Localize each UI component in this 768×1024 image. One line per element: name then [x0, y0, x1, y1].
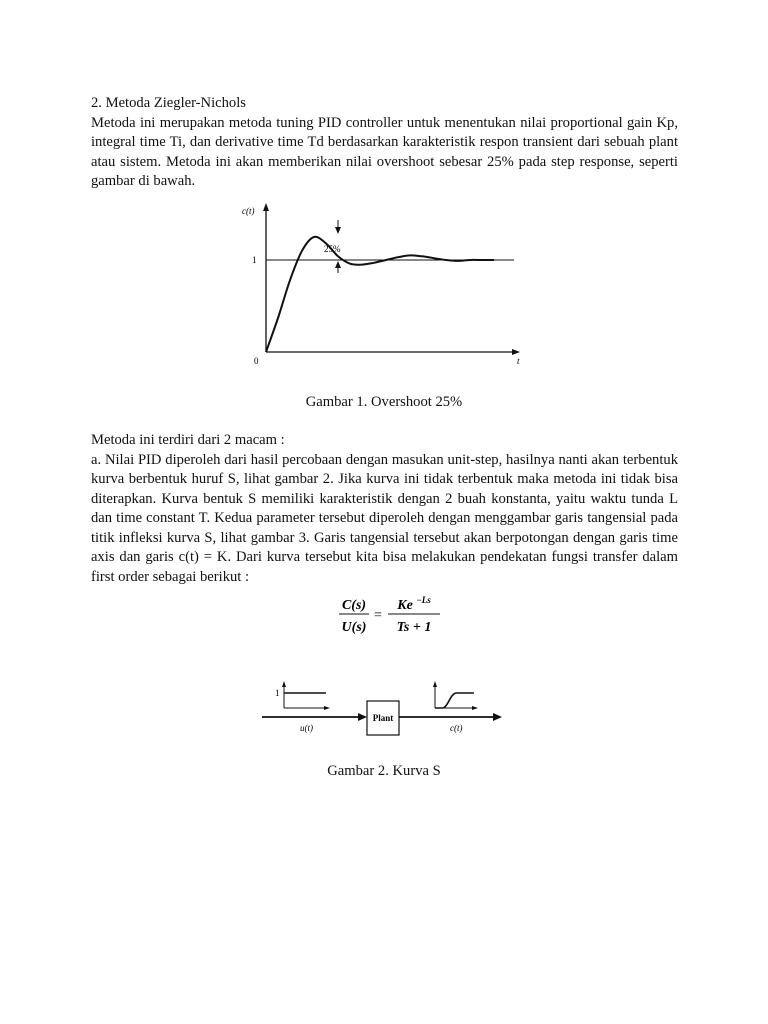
equation-lhs-denominator: U(s): [341, 620, 367, 635]
transfer-function-equation: [330, 592, 450, 644]
section-heading: 2. Metoda Ziegler-Nichols: [91, 95, 246, 111]
output-label: c(t): [450, 723, 463, 733]
overshoot-chart: [230, 200, 530, 375]
step-response-curve: [266, 237, 494, 352]
method-item-a: a. Nilai PID diperoleh dari hasil percobaan dengan masukan unit-step, hasilnya nanti akan terbentuk kurva berbentuk huruf S, lihat gambar 2. Jika kurva ini tidak terbentuk maka metoda ini tidak bisa diterapkan. Kurva bentuk S memiliki karakteristik dengan 2 buah konstanta, yaitu waktu tunda L dan time constant T. Kedua parameter tersebut diperoleh dengan menggambar garis tangensial pada titik infleksi kurva S, lihat gambar 3. Garis tangensial tersebut akan berpotongan dengan garis time axis dan garis c(t) = K. Dari kurva tersebut kita bisa melakukan pendekatan fungsi transfer dalam first order sebagai berikut :: [91, 451, 678, 585]
overshoot-arrow-up: [335, 261, 341, 268]
section-paragraph: Metoda ini merupakan metoda tuning PID controller untuk menentukan nilai proportional gain Kp, integral time Ti, dan derivative time Td berdasarkan karakteristik respon transient dari sebuah plant atau sistem. Metoda ini akan memberikan nilai overshoot sebesar 25% pada step response, seperti gambar di bawah.: [91, 114, 678, 189]
input-label: u(t): [300, 723, 313, 733]
plant-label: Plant: [372, 713, 394, 723]
overshoot-arrow-down: [335, 227, 341, 234]
s-curve-response: [435, 693, 474, 708]
y-axis-arrow: [263, 203, 269, 211]
equation-rhs-numerator-base: Ke: [397, 598, 413, 613]
equation-rhs-numerator-exponent: −Ls: [416, 595, 431, 605]
equation-lhs-numerator: C(s): [341, 598, 367, 613]
y-axis-label: c(t): [242, 206, 255, 216]
input-signal-axis-arrow: [282, 681, 286, 687]
method-intro: Metoda ini terdiri dari 2 macam :: [91, 432, 285, 448]
equation-rhs-denominator: Ts + 1: [396, 620, 432, 635]
output-time-axis-arrow: [472, 706, 478, 710]
overshoot-label: 25%: [324, 244, 341, 254]
method-section: [91, 431, 678, 587]
equation-equals: =: [374, 608, 382, 623]
output-arrow-head: [493, 713, 502, 721]
equation-rhs-numerator: [396, 595, 431, 613]
intro-section: [91, 94, 678, 192]
figure2-caption: Gambar 2. Kurva S: [327, 763, 441, 779]
input-arrow-head: [358, 713, 367, 721]
step-level-label: 1: [275, 688, 280, 698]
x-axis-arrow: [512, 349, 520, 355]
figure1-caption: Gambar 1. Overshoot 25%: [305, 394, 463, 410]
origin-label: 0: [254, 356, 259, 366]
output-signal-axis-arrow: [433, 681, 437, 687]
setpoint-tick-label: 1: [252, 255, 257, 265]
x-axis-label: t: [517, 356, 520, 366]
input-time-axis-arrow: [324, 706, 330, 710]
plant-block-diagram: [262, 675, 512, 745]
